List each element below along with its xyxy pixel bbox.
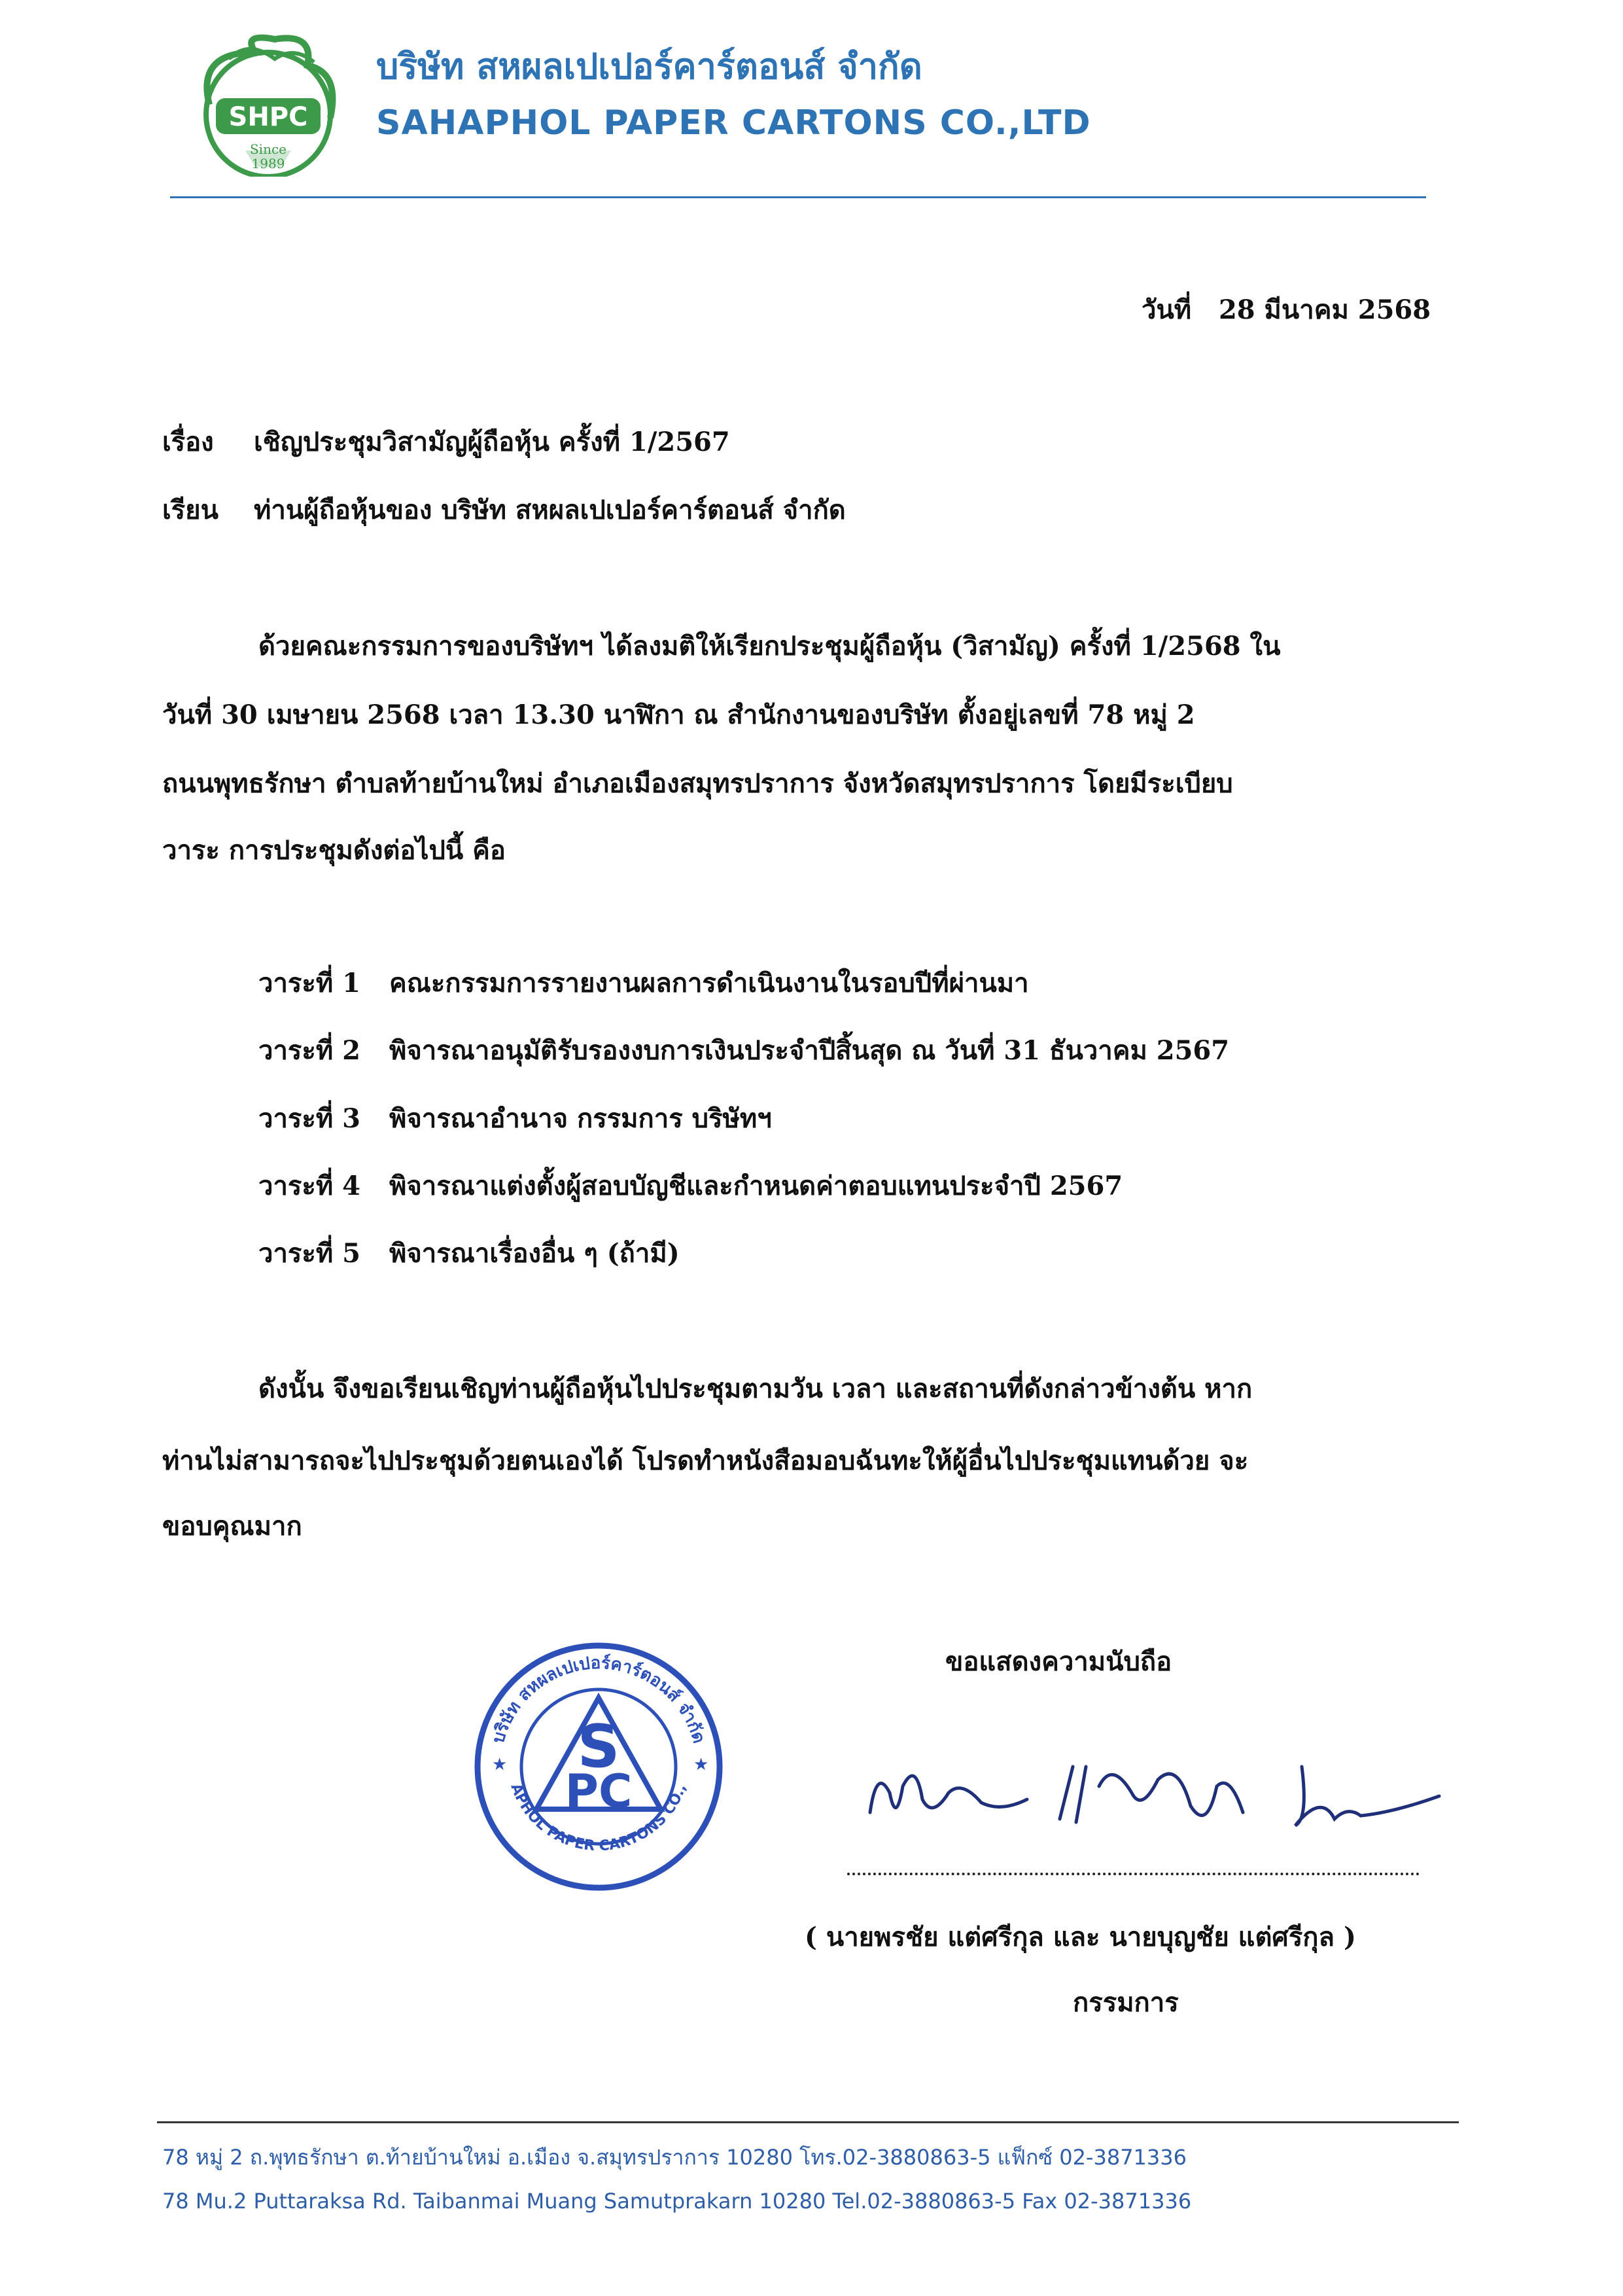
agenda-text: พิจารณาเรื่องอื่น ๆ (ถ้ามี) <box>389 1238 680 1269</box>
agenda-item-3 <box>258 1101 772 1137</box>
agenda-number: วาระที่ 1 <box>258 968 361 998</box>
signature-dotted-line <box>847 1873 1420 1875</box>
stamp-ring-en: APHOL PAPER CARTONS CO., <box>507 1781 690 1855</box>
subject-line <box>162 424 730 461</box>
agenda-number: วาระที่ 3 <box>258 1103 361 1134</box>
agenda-text: พิจารณาอำนาจ กรรมการ บริษัทฯ <box>389 1103 772 1134</box>
logo-since-label: Since <box>249 141 287 157</box>
para1-line-3: ถนนพุทธรักษา ตำบลท้ายบ้านใหม่ อำเภอเมืองสมุทรปราการ จังหวัดสมุทรปราการ โดยมีระเบียบ <box>162 768 1233 799</box>
footer-address-en: 78 Mu.2 Puttaraksa Rd. Taibanmai Muang Samutprakarn 10280 Tel.02-3880863-5 Fax 02-3871336 <box>162 2189 1192 2214</box>
para2-line-1: ดังนั้น จึงขอเรียนเชิญท่านผู้ถือหุ้นไปประชุมตามวัน เวลา และสถานที่ดังกล่าวข้างต้น หาก <box>258 1373 1253 1404</box>
agenda-number: วาระที่ 4 <box>258 1171 361 1201</box>
para2-line-3: ขอบคุณมาก <box>162 1511 302 1542</box>
agenda-item-5 <box>258 1235 680 1272</box>
logo-since-year: 1989 <box>251 156 285 171</box>
company-logo <box>183 26 353 177</box>
stamp-center-top: S <box>577 1712 620 1781</box>
subject-label: เรื่อง <box>162 427 214 457</box>
date-label: วันที่ <box>1142 294 1192 325</box>
closing-text: ขอแสดงความนับถือ <box>945 1646 1172 1677</box>
stamp-center-bottom: PC <box>565 1765 633 1818</box>
para2-line-2: ท่านไม่สามารถจะไปประชุมด้วยตนเองได้ โปรดทำหนังสือมอบฉันทะให้ผู้อื่นไปประชุมแทนด้วย จะ <box>162 1445 1249 1476</box>
agenda-number: วาระที่ 5 <box>258 1238 361 1269</box>
company-name-th: บริษัท สหผลเปเปอร์คาร์ตอนส์ จำกัด <box>376 46 922 87</box>
signature-scribble <box>850 1740 1478 1852</box>
subject-text: เชิญประชุมวิสามัญผู้ถือหุ้น ครั้งที่ 1/2567 <box>254 427 730 457</box>
para1-line-4: วาระ การประชุมดังต่อไปนี้ คือ <box>162 835 506 866</box>
to-label: เรียน <box>162 495 218 525</box>
to-text: ท่านผู้ถือหุ้นของ บริษัท สหผลเปเปอร์คาร์ตอนส์ จำกัด <box>254 495 846 525</box>
company-stamp <box>458 1636 739 1898</box>
agenda-item-2 <box>258 1033 1229 1069</box>
agenda-item-4 <box>258 1168 1123 1205</box>
svg-text:★: ★ <box>492 1755 508 1775</box>
company-name-en: SAHAPHOL PAPER CARTONS CO.,LTD <box>376 103 1091 143</box>
footer-rule <box>157 2121 1459 2123</box>
para1-line-2: วันที่ 30 เมษายน 2568 เวลา 13.30 นาฬิกา ณ สำนักงานของบริษัท ตั้งอยู่เลขที่ 78 หมู่ 2 <box>162 699 1195 730</box>
stamp-ring-th: บริษัท สหผลเปเปอร์คาร์ตอนส์ จำกัด <box>488 1653 709 1746</box>
agenda-text: คณะกรรมการรายงานผลการดำเนินงานในรอบปีที่ผ่านมา <box>389 968 1029 998</box>
agenda-text: พิจารณาแต่งตั้งผู้สอบบัญชีและกำหนดค่าตอบแทนประจำปี 2567 <box>389 1171 1123 1201</box>
para1-line-1: ด้วยคณะกรรมการของบริษัทฯ ได้ลงมติให้เรียกประชุมผู้ถือหุ้น (วิสามัญ) ครั้งที่ 1/2568 ใน <box>258 631 1281 662</box>
date-value: 28 มีนาคม 2568 <box>1218 294 1431 325</box>
header-rule <box>170 196 1426 198</box>
signer-position: กรรมการ <box>1073 1987 1179 2018</box>
to-line <box>162 492 846 529</box>
agenda-number: วาระที่ 2 <box>258 1035 361 1066</box>
agenda-text: พิจารณาอนุมัติรับรองงบการเงินประจำปีสิ้นสุด ณ วันที่ 31 ธันวาคม 2567 <box>389 1035 1230 1066</box>
footer-address-th: 78 หมู่ 2 ถ.พุทธรักษา ต.ท้ายบ้านใหม่ อ.เมือง จ.สมุทรปราการ 10280 โทร.02-3880863-5 แฟ็กซ์ 02-3871336 <box>162 2145 1187 2170</box>
letter-date <box>1142 292 1431 328</box>
signers-names: ( นายพรชัย แต่ศรีกุล และ นายบุญชัย แต่ศรีกุล ) <box>805 1922 1356 1952</box>
logo-text: SHPC <box>228 102 308 132</box>
svg-text:★: ★ <box>693 1755 709 1775</box>
agenda-item-1 <box>258 965 1029 1002</box>
